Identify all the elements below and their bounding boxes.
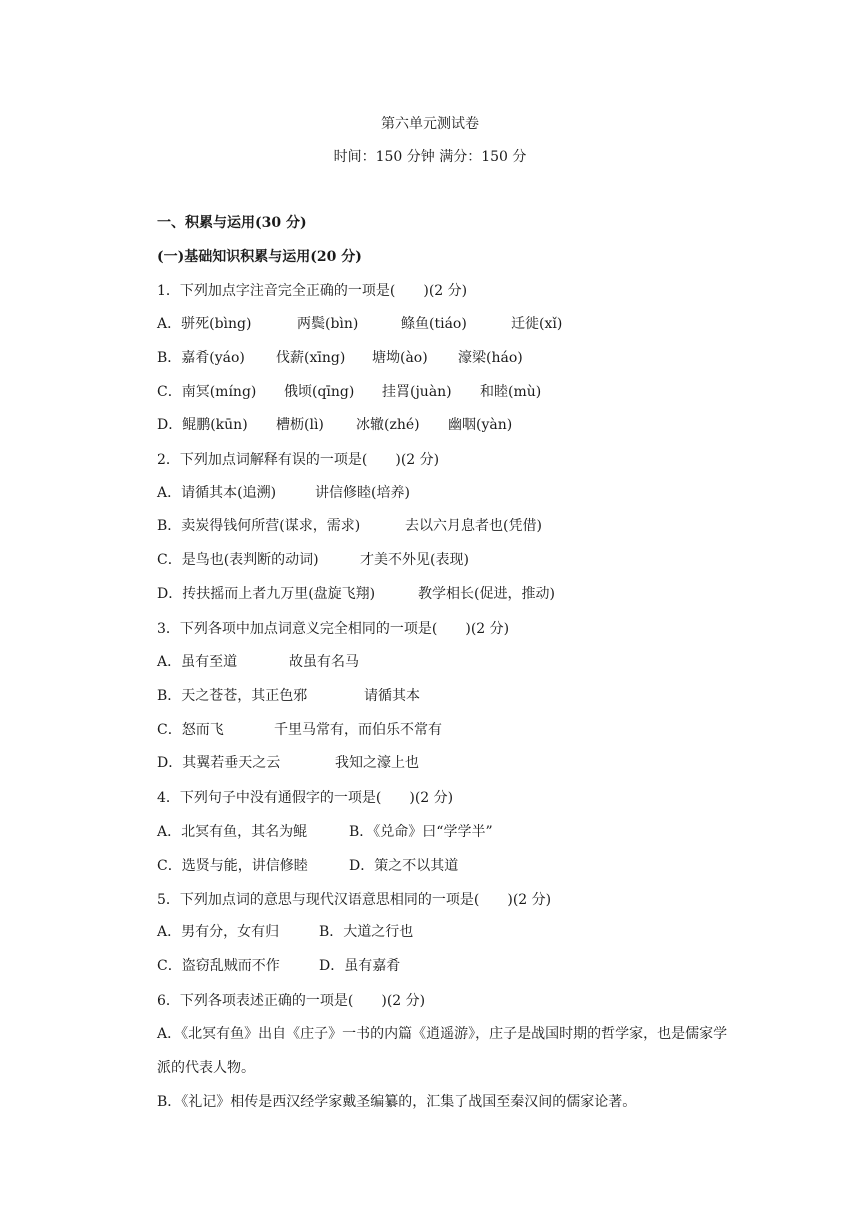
option-part: 濠梁(háo) — [458, 350, 523, 366]
option-part: D．虽有嘉肴 — [319, 958, 401, 974]
question-1-option-a — [157, 314, 562, 334]
option-part: A．虽有至道 — [157, 654, 238, 670]
option-part: 两鬓(bìn) — [297, 316, 359, 332]
option-text: B．《礼记》相传是西汉经学家戴圣编纂的，汇集了战国至秦汉间的儒家论著。 — [157, 1094, 637, 1110]
subsection-heading: (一)基础知识积累与运用(20 分) — [157, 249, 362, 265]
question-6-option-b — [157, 1085, 737, 1119]
question-5-row-2 — [157, 956, 400, 976]
option-text: A．《北冥有鱼》出自《庄子》一书的内篇《逍遥游》，庄子是战国时期的哲学家，也是儒家学派的代表人物。 — [157, 1026, 728, 1076]
question-2-option-a — [157, 483, 410, 503]
option-part: D．抟扶摇而上者九万里(盘旋飞翔) — [157, 586, 376, 602]
question-2-option-c — [157, 550, 469, 570]
question-6-option-a — [157, 1017, 737, 1085]
option-part: 冰辙(zhé) — [356, 417, 420, 433]
question-3-option-b — [157, 686, 420, 706]
question-4-row-1 — [157, 822, 493, 842]
option-part: B．天之苍苍，其正色邪 — [157, 688, 308, 704]
option-part: A．骈死(bìng) — [157, 316, 252, 332]
option-part: B．嘉肴(yáo) — [157, 350, 245, 366]
section-heading: 一、积累与运用(30 分) — [157, 215, 307, 231]
option-part: 我知之濠上也 — [335, 755, 419, 771]
question-1-option-d — [157, 415, 512, 435]
option-part: 讲信修睦(培养) — [315, 485, 410, 501]
option-part: A．请循其本(追溯) — [157, 485, 277, 501]
option-part: B．卖炭得钱何所营(谋求，需求) — [157, 518, 361, 534]
question-5-row-1 — [157, 922, 413, 942]
option-part: 槽枥(lì) — [276, 417, 324, 433]
question-6-stem: 6．下列各项表述正确的一项是( )(2 分) — [157, 993, 426, 1009]
option-part: D．策之不以其道 — [349, 858, 459, 874]
question-1-option-c — [157, 382, 541, 402]
option-part: 教学相长(促进，推动) — [418, 586, 555, 602]
option-part: 去以六月息者也(凭借) — [405, 518, 542, 534]
question-2-option-b — [157, 516, 542, 536]
question-3-option-d — [157, 753, 419, 773]
question-3-stem: 3．下列各项中加点词意义完全相同的一项是( )(2 分) — [157, 621, 510, 637]
question-4-row-2 — [157, 856, 458, 876]
option-part: 和睦(mù) — [480, 384, 542, 400]
question-1-stem: 1．下列加点字注音完全正确的一项是( )(2 分) — [157, 283, 468, 299]
option-part: 伐薪(xīng) — [276, 350, 346, 366]
option-part: 千里马常有，而伯乐不常有 — [274, 722, 442, 738]
option-part: B．《兑命》曰“学学半” — [349, 824, 493, 840]
option-part: C．怒而飞 — [157, 722, 224, 738]
option-part: 故虽有名马 — [289, 654, 359, 670]
option-part: A．北冥有鱼，其名为鲲 — [157, 824, 308, 840]
option-part: 迁徙(xǐ) — [511, 316, 563, 332]
page-subtitle: 时间：150 分钟 满分：150 分 — [333, 149, 527, 165]
question-4-stem: 4．下列句子中没有通假字的一项是( )(2 分) — [157, 790, 454, 806]
question-2-option-d — [157, 584, 555, 604]
option-part: 俄顷(qīng) — [284, 384, 355, 400]
option-part: D．其翼若垂天之云 — [157, 755, 281, 771]
question-3-option-c — [157, 720, 442, 740]
option-part: B．大道之行也 — [319, 924, 414, 940]
option-part: 请循其本 — [364, 688, 420, 704]
question-3-option-a — [157, 652, 359, 672]
option-part: C．选贤与能，讲信修睦 — [157, 858, 308, 874]
option-part: 挂罥(juàn) — [382, 384, 452, 400]
question-2-stem: 2．下列加点词解释有误的一项是( )(2 分) — [157, 452, 440, 468]
option-part: 幽咽(yàn) — [448, 417, 513, 433]
option-part: C．盗窃乱贼而不作 — [157, 958, 280, 974]
option-part: A．男有分，女有归 — [157, 924, 280, 940]
option-part: 才美不外见(表现) — [360, 552, 469, 568]
option-part: C．是鸟也(表判断的动词) — [157, 552, 319, 568]
option-part: D．鲲鹏(kūn) — [157, 417, 248, 433]
page-title: 第六单元测试卷 — [381, 116, 479, 132]
question-1-option-b — [157, 348, 523, 368]
option-part: 塘坳(ào) — [372, 350, 428, 366]
option-part: 鲦鱼(tiáo) — [401, 316, 467, 332]
option-part: C．南冥(míng) — [157, 384, 257, 400]
question-5-stem: 5．下列加点词的意思与现代汉语意思相同的一项是( )(2 分) — [157, 892, 552, 908]
